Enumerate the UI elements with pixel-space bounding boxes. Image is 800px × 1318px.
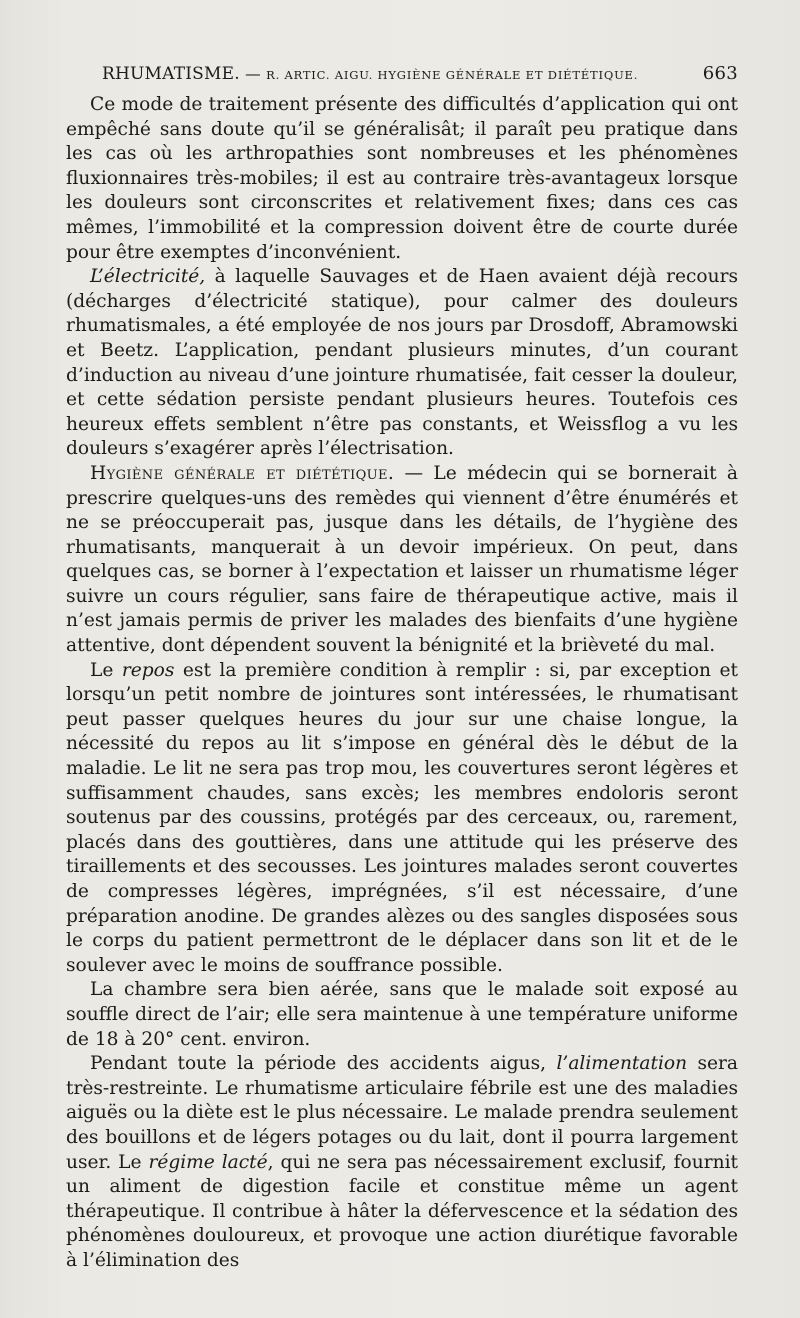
section-heading-hygiene: Hygiène générale et diététique. <box>90 462 395 484</box>
paragraph-alimentation <box>66 1052 738 1273</box>
running-head <box>102 62 738 87</box>
paragraph-hygiene <box>66 462 738 659</box>
term-electricite: L’électricité, <box>90 266 206 288</box>
paragraph-chambre: La chambre sera bien aérée, sans que le malade soit exposé au souffle direct de l’air; elle sera maintenue à une température uniforme de 18 à 20° cent. environ. <box>66 979 738 1050</box>
term-alimentation: l’alimentation <box>556 1053 688 1075</box>
paragraph-repos-pre: Le <box>90 659 122 681</box>
paragraph-electricite <box>66 265 738 462</box>
page-number: 663 <box>702 63 738 84</box>
paragraph-hygiene-text: — Le médecin qui se bornerait à prescrire quelques-uns des remèdes qui viennent d’être énumérés et ne se préoccuperait pas, jusque dans les détails, de l’hygiène des rhumatisants, manquerait à un devoir impérieux. On peut, dans quelques cas, se borner à l’expectation et laisser un rhumatisme léger suivre un cours régulier, sans faire de thérapeutique active, mais il n’est jamais permis de priver les malades des bienfaits d’une hygiène attentive, dont dépendent souvent la bénignité et la brièveté du mal. <box>66 462 738 657</box>
page-content <box>66 62 738 1274</box>
running-head-title: RHUMATISME. <box>102 64 240 84</box>
paragraph-repos <box>66 659 738 979</box>
paragraph-repos-text: est la première condition à remplir : si, par exception et lorsqu’un petit nombre de jointures sont intéressées, le rhumatisant peut passer quelques heures du jour sur une chaise longue, la nécessité du repos au lit s’impose en général dès le début de la maladie. Le lit ne sera pas trop mou, les couvertures seront légères et suffisamment chaudes, sans excès; les membres endoloris seront soutenus par des coussins, protégés par des cerceaux, ou, rarement, placés dans des gouttières, dans une attitude qui les préserve des tiraillements et des secousses. Les jointures malades seront couvertes de compresses légères, imprégnées, s’il est nécessaire, d’une préparation anodine. De grandes alèzes ou des sangles disposées sous le corps du patient permettront de le déplacer dans son lit et de le soulever avec le moins de souffrance possible. <box>66 659 738 976</box>
running-head-dash: — <box>245 65 261 83</box>
paragraph-alimentation-pre: Pendant toute la période des accidents aigus, <box>90 1053 557 1075</box>
term-regime-lacte: régime lacté <box>148 1151 268 1173</box>
running-head-left <box>102 62 638 87</box>
paragraph-alimentation-mid: sera très-restreinte. Le rhumatisme articulaire fébrile est une des maladies aiguës ou la diète est le plus nécessaire. Le malade prendra seulement des bouillons et de légers potages ou du lait, dont il pourra largement user. Le <box>66 1053 738 1173</box>
paragraph-alimentation-text: , qui ne sera pas nécessairement exclusif, fournit un aliment de digestion facile et constitue même un agent thérapeutique. Il contribue à hâter la défervescence et la sédation des phénomènes douloureux, et provoque une action diurétique favorable à l’élimination des <box>66 1151 738 1271</box>
paragraph-compression: Ce mode de traitement présente des difficultés d’application qui ont empêché sans doute qu’il se généralisât; il paraît peu pratique dans les cas où les arthropathies sont nombreuses et les phénomènes fluxionnaires très-mobiles; il est au contraire très-avantageux lorsque les douleurs sont circonscrites et relativement fixes; dans ces cas mêmes, l’immobilité et la compression doivent être de courte durée pour être exemptes d’inconvénient. <box>66 94 738 263</box>
running-head-subtitle: R. ARTIC. AIGU. HYGIÈNE GÉNÉRALE ET DIÉTÉTIQUE. <box>266 68 639 82</box>
term-repos: repos <box>121 659 175 681</box>
paragraph-electricite-text: à laquelle Sauvages et de Haen avaient déjà recours (décharges d’électricité statique), pour calmer des douleurs rhumatismales, a été employée de nos jours par Drosdoff, Abramowski et Beetz. L’application, pendant plusieurs minutes, d’un courant d’induction au niveau d’une jointure rhumatisée, fait cesser la douleur, et cette sédation persiste pendant plusieurs heures. Toutefois ces heureux effets semblent n’être pas constants, et Weissflog a vu les douleurs s’exagérer après l’électrisation. <box>66 266 738 460</box>
